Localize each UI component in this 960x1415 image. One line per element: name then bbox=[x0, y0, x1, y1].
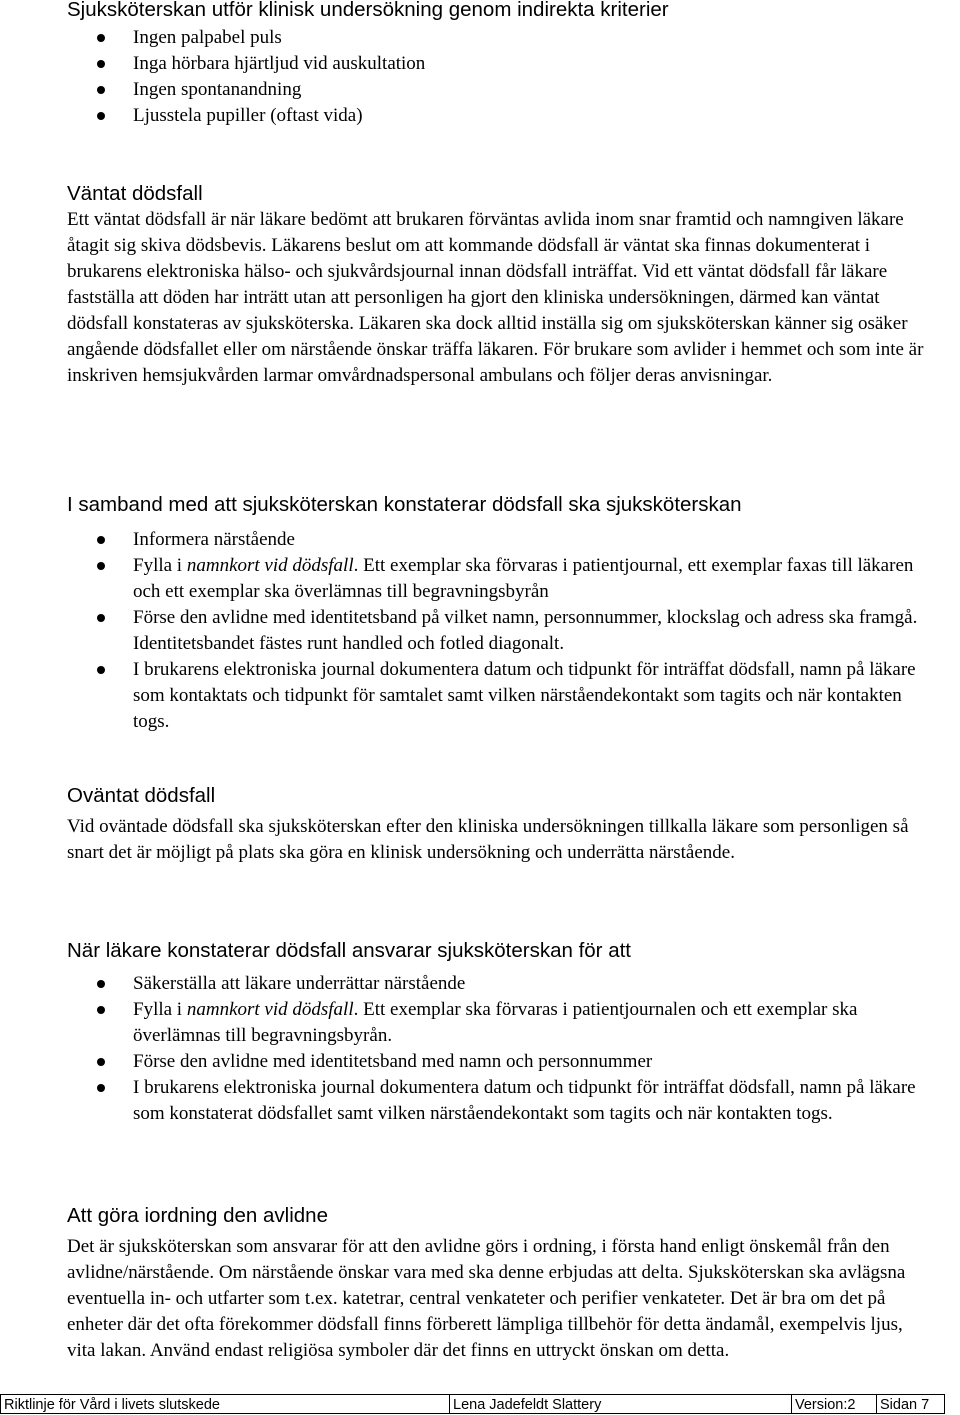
bullet-list bbox=[67, 971, 927, 1127]
footer-title: Riktlinje för Vård i livets slutskede bbox=[1, 1395, 450, 1413]
bullet-icon bbox=[97, 536, 105, 544]
bullet-list bbox=[67, 527, 927, 735]
section-heading: Att göra iordning den avlidne bbox=[67, 1204, 328, 1227]
list-item: Ingen palpabel puls bbox=[67, 25, 927, 51]
bullet-icon bbox=[97, 666, 105, 674]
section-heading: I samband med att sjuksköterskan konstaterar dödsfall ska sjuksköterskan bbox=[67, 493, 742, 516]
section-lakare bbox=[67, 938, 927, 1127]
section-ovantat bbox=[67, 783, 927, 866]
bullet-icon bbox=[97, 980, 105, 988]
list-item: I brukarens elektroniska journal dokumentera datum och tidpunkt för inträffat dödsfall, namn på läkare som kontaktats och tidpunkt för samtalet samt vilken närståendekontakt som tagits och när kontakten togs. bbox=[67, 657, 927, 735]
bullet-icon bbox=[97, 112, 105, 120]
document-reference: namnkort vid dödsfall bbox=[186, 999, 354, 1020]
bullet-icon bbox=[97, 1058, 105, 1066]
list-item: I brukarens elektroniska journal dokumentera datum och tidpunkt för inträffat dödsfall, namn på läkare som konstaterat dödsfallet samt vilken närståendekontakt som tagits och när kontakten togs. bbox=[67, 1075, 927, 1127]
section-heading: Väntat dödsfall bbox=[67, 182, 203, 205]
paragraph: Vid oväntade dödsfall ska sjuksköterskan efter den kliniska undersökningen tillkalla läkare som personligen så snart det är möjligt på plats ska göra en klinisk undersökning och underrätta närstående. bbox=[67, 816, 909, 863]
bullet-icon bbox=[97, 1006, 105, 1014]
paragraph: Det är sjuksköterskan som ansvarar för att den avlidne görs i ordning, i första hand enligt önskemål från den avlidne/närstående. Om närstående önskar vara med ska denne erbjudas att delta. Sjuksköterskan ska avlägsna eventuella in- och utfarter som t.ex. katetrar, central venkateter och perifier venkateter. Det är bra om det på enheter där det ofta förekommer dödsfall finns förberett lämpliga tillbehör för detta ändamål, exempelvis ljus, vita lakan. Använd endast religiösa symboler där det finns en uttryckt önskan om detta. bbox=[67, 1236, 906, 1361]
section-samband bbox=[67, 492, 927, 735]
list-item: Fylla i namnkort vid dödsfall. Ett exemplar ska förvaras i patientjournalen och ett exemplar ska överlämnas till begravningsbyrån. bbox=[67, 997, 927, 1049]
list-item: Fylla i namnkort vid dödsfall. Ett exemplar ska förvaras i patientjournal, ett exemplar faxas till läkaren och ett exemplar ska överlämnas till begravningsbyrån bbox=[67, 553, 927, 605]
bullet-icon bbox=[97, 562, 105, 570]
bullet-icon bbox=[97, 34, 105, 42]
footer-version: Version:2 bbox=[792, 1395, 877, 1413]
footer-author: Lena Jadefeldt Slattery bbox=[450, 1395, 792, 1413]
list-item: Förse den avlidne med identitetsband på vilket namn, personnummer, klockslag och adress ska framgå. Identitetsbandet fästes runt handled och fotled diagonalt. bbox=[67, 605, 927, 657]
list-item: Förse den avlidne med identitetsband med namn och personnummer bbox=[67, 1049, 927, 1075]
paragraph: Ett väntat dödsfall är när läkare bedömt att brukaren förväntas avlida inom snar framtid och namngiven läkare åtagit sig skiva dödsbevis. Läkarens beslut om att kommande dödsfall är väntat ska finnas dokumenterat i brukarens elektroniska hälso- och sjukvårdsjournal innan dödsfall inträffat. Vid ett väntat dödsfall får läkare fastställa att döden har inträtt utan att personligen ha gjort den kliniska undersökningen, därmed kan väntat dödsfall konstateras av sjuksköterska. Läkaren ska dock alltid inställa sig om sjuksköterskan känner sig osäker angående dödsfallet eller om närstående önskar träffa läkaren. För brukare som avlider i hemmet och som inte är inskriven hemsjukvården larmar omvårdnadspersonal ambulans och följer deras anvisningar. bbox=[67, 209, 924, 386]
bullet-icon bbox=[97, 86, 105, 94]
list-item: Ingen spontanandning bbox=[67, 77, 927, 103]
bullet-list bbox=[67, 25, 927, 129]
footer-page-number: Sidan 7 bbox=[880, 1397, 930, 1413]
bullet-icon bbox=[97, 1084, 105, 1092]
section-iordning bbox=[67, 1203, 927, 1364]
list-item: Informera närstående bbox=[67, 527, 927, 553]
list-item: Inga hörbara hjärtljud vid auskultation bbox=[67, 51, 927, 77]
list-item: Ljusstela pupiller (oftast vida) bbox=[67, 103, 927, 129]
section-heading: Sjuksköterskan utför klinisk undersökning genom indirekta kriterier bbox=[67, 0, 669, 21]
document-reference: namnkort vid dödsfall bbox=[186, 555, 354, 576]
section-heading: När läkare konstaterar dödsfall ansvarar sjuksköterskan för att bbox=[67, 939, 632, 962]
bullet-icon bbox=[97, 614, 105, 622]
page-footer bbox=[0, 1394, 945, 1414]
section-vantat bbox=[67, 181, 927, 389]
bullet-icon bbox=[97, 60, 105, 68]
section-heading: Oväntat dödsfall bbox=[67, 784, 216, 807]
section-klinisk bbox=[67, 0, 927, 129]
list-item: Säkerställa att läkare underrättar närstående bbox=[67, 971, 927, 997]
